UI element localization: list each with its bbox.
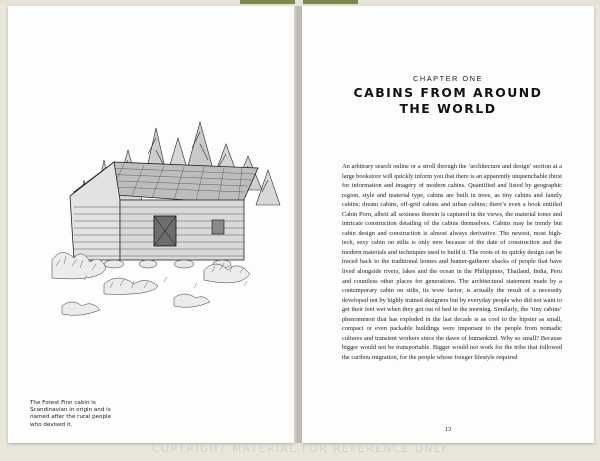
forest-cabin-illustration xyxy=(44,110,282,318)
chapter-title: CABINS FROM AROUND THE WORLD xyxy=(353,85,543,116)
top-accent-left xyxy=(240,0,295,4)
illustration-caption: The Forest Finn cabin is Scandinavian in origin and is named after the rural people who devised it. xyxy=(30,400,112,428)
chapter-label: CHAPTER ONE xyxy=(413,74,483,83)
book-spine xyxy=(294,6,302,443)
right-page xyxy=(302,6,594,443)
top-accent-right xyxy=(303,0,358,4)
chapter-body-text: An arbitrary search online or a stroll through the ‘architecture and design’ section at a large bookstore will quickly inform you that there is an apparently unquenchable thirst for information and imagery of modern cabins. Quantified and listed by geographic region, style and material type, cabins are built in trees, as tiny cabins and family cabins; dream cabins, off-grid cabins and urban cabins; there’s even a book entitled Cabin Porn, albeit all sexiness therein is captured in the views, the material tones and intricate construction detailing of the cabins themselves. Cabins may be trendy but cabin design and construction is almost always derivative. The newest, most high-tech, sexy cabin on stilts is only new because of the date of construction and the modern materials and techniques used to build it. The roots of its quirky design can be traced back to the traditional homes and hunter-gatherer shacks of people that have lived alongside rivers, lakes and the ocean in the Philippines, Thailand, India, Peru and countless other places for generations. The architectural statement made by a contemporary cabin on stilts, its wow factor, is actually the result of a necessity developed not by highly trained designers but by everyday people who did not want to get their feet wet when they got out of bed in the morning. Similarly, the ‘tiny cabins’ phenomenon that has exploded in the last decade is as cool to the hipster as small, compact or even packable buildings were important to the people from nomadic cultures and transient workers since the dawn of humankind. Why so small? Because bigger would not be transportable. Bigger would not work for the tribe that followed the caribou migration, for the people whose forager lifestyle required xyxy=(342,163,562,361)
copyright-watermark: COPYRIGHT MATERIAL FOR REFERENCE ONLY xyxy=(151,443,449,455)
top-bar xyxy=(0,0,600,4)
left-page xyxy=(8,6,294,443)
page-number: 13 xyxy=(444,426,452,433)
